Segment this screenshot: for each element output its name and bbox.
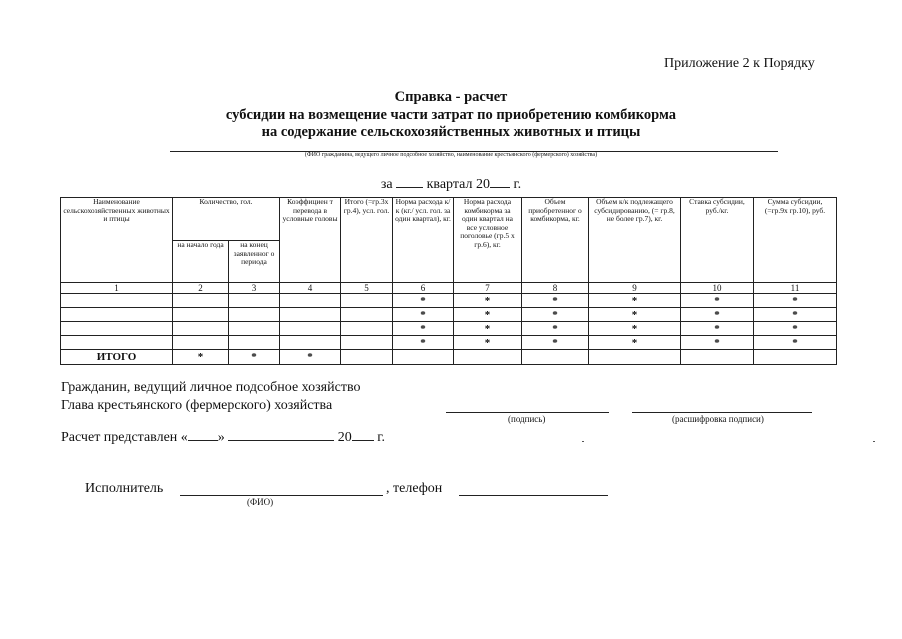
cell-name[interactable] [61,336,173,350]
executor-label: Исполнитель [85,481,164,496]
period-prefix: за [380,177,393,192]
cell-bought[interactable] [522,350,589,365]
submitted-prefix: Расчет представлен [61,430,178,445]
period-line [0,175,902,193]
header-name: Наименование сельскохозяйственных животных и птицы [61,198,173,283]
year-blank[interactable] [490,175,510,188]
col-number: 11 [754,283,837,294]
citizen-label: Гражданин, ведущий личное подсобное хозяйство [61,380,361,395]
cell-total[interactable] [341,322,393,336]
star-mark: * [393,294,454,308]
star-mark: * [522,322,589,336]
calculation-table [60,197,837,365]
document-subtitle-1: субсидии на возмещение части затрат по приобретению комбикорма [225,107,677,123]
col-number: 1 [61,283,173,294]
cell-qty-end[interactable] [229,322,280,336]
star-mark: * [589,336,681,350]
document-title: Справка - расчет [394,89,508,105]
document-subtitle-2: на содержание сельскохозяйственных животных и птицы [261,124,641,140]
col-number: 6 [393,283,454,294]
star-mark: * [681,322,754,336]
header-qty-end: на конец заявленног о периода [229,241,280,283]
col-number: 9 [589,283,681,294]
star-mark: * [522,336,589,350]
cell-qty-end[interactable] [229,308,280,322]
table-row [61,294,837,308]
star-mark: * [589,294,681,308]
star-mark: * [522,308,589,322]
submitted-year-blank[interactable] [352,428,374,441]
phone-line[interactable] [459,495,608,496]
star-mark: * [754,336,837,350]
cell-qty-start[interactable] [173,336,229,350]
cell-name[interactable] [61,308,173,322]
star-mark: * [454,336,522,350]
cell-coef[interactable] [280,322,341,336]
column-number-row [61,283,837,294]
decoding-line[interactable] [632,412,812,413]
year-prefix: 20 [337,430,352,445]
quote-close: » [217,430,225,445]
header-rate: Ставка субсидии, руб./кг. [681,198,754,283]
cell-name[interactable] [61,294,173,308]
header-qty-start: на начало года [173,241,229,283]
cell-qty-start[interactable] [173,322,229,336]
signature-line[interactable] [446,412,609,413]
cell-total[interactable] [341,308,393,322]
star-mark: * [229,350,280,365]
star-mark: * [454,308,522,322]
header-bought: Объем приобретенног о комбикорма, кг. [522,198,589,283]
col-number: 8 [522,283,589,294]
star-mark: * [754,308,837,322]
col-number: 7 [454,283,522,294]
header-sum: Сумма субсидии, (=гр.9х гр.10), руб. [754,198,837,283]
table-row [61,308,837,322]
cell-rate[interactable] [681,350,754,365]
year-suffix: г. [377,430,385,445]
period-suffix: г. [513,177,522,192]
decoding-caption: (расшифровка подписи) [672,414,764,424]
cell-coef[interactable] [280,336,341,350]
cell-qty-end[interactable] [229,294,280,308]
fio-label: (ФИО) [247,497,274,507]
table-row [61,322,837,336]
star-mark: * [454,322,522,336]
star-mark: * [589,322,681,336]
star-mark: * [754,294,837,308]
cell-coef[interactable] [280,294,341,308]
period-middle: квартал 20 [426,177,490,192]
quarter-blank[interactable] [396,175,423,188]
header-norm: Норма расхода к/к (кг./ усл. гол. за один квартал), кг. [393,198,454,283]
header-total: Итого (=гр.3х гр.4), усл. гол. [341,198,393,283]
cell-norm[interactable] [393,350,454,365]
cell-sum[interactable] [754,350,837,365]
star-mark: * [522,294,589,308]
cell-qty-start[interactable] [173,308,229,322]
total-label: ИТОГО [61,350,173,365]
cell-name[interactable] [61,322,173,336]
star-mark: * [681,294,754,308]
cell-qty-start[interactable] [173,294,229,308]
star-mark: * [681,336,754,350]
cell-subsidized[interactable] [589,350,681,365]
cell-norm-all[interactable] [454,350,522,365]
header-qty: Количество, гол. [173,198,280,241]
star-mark: * [280,350,341,365]
cell-coef[interactable] [280,308,341,322]
col-number: 2 [173,283,229,294]
executor-line[interactable] [180,495,383,496]
cell-total[interactable] [341,350,393,365]
scan-speck [582,441,584,442]
day-blank[interactable] [188,428,218,441]
star-mark: * [589,308,681,322]
star-mark: * [393,322,454,336]
cell-total[interactable] [341,294,393,308]
fio-caption: (ФИО гражданина, ведущего личное подсобное хозяйство, наименование крестьянского (фермерского) хозяйства) [304,152,598,158]
star-mark: * [454,294,522,308]
signature-caption: (подпись) [508,414,546,424]
table-header-row [61,198,837,241]
month-blank[interactable] [228,428,334,441]
total-row [61,350,837,365]
col-number: 5 [341,283,393,294]
header-coef: Коэффициен т перевода в условные головы [280,198,341,283]
phone-label: , телефон [386,481,443,496]
col-number: 4 [280,283,341,294]
star-mark: * [173,350,229,365]
star-mark: * [754,322,837,336]
quote-open: « [180,430,188,445]
star-mark: * [393,308,454,322]
header-subsidized: Объем к/к подлежащего субсидированию, (= гр.8, не более гр.7), кг. [589,198,681,283]
col-number: 3 [229,283,280,294]
submitted-line [61,428,385,446]
scan-speck [873,441,875,442]
star-mark: * [393,336,454,350]
header-norm-all: Норма расхода комбикорма за один квартал на все условное поголовье (гр.5 х гр.6), кг. [454,198,522,283]
star-mark: * [681,308,754,322]
cell-total[interactable] [341,336,393,350]
col-number: 10 [681,283,754,294]
table-row [61,336,837,350]
farm-head-label: Глава крестьянского (фермерского) хозяйства [61,398,333,413]
appendix-label: Приложение 2 к Порядку [664,56,815,71]
cell-qty-end[interactable] [229,336,280,350]
